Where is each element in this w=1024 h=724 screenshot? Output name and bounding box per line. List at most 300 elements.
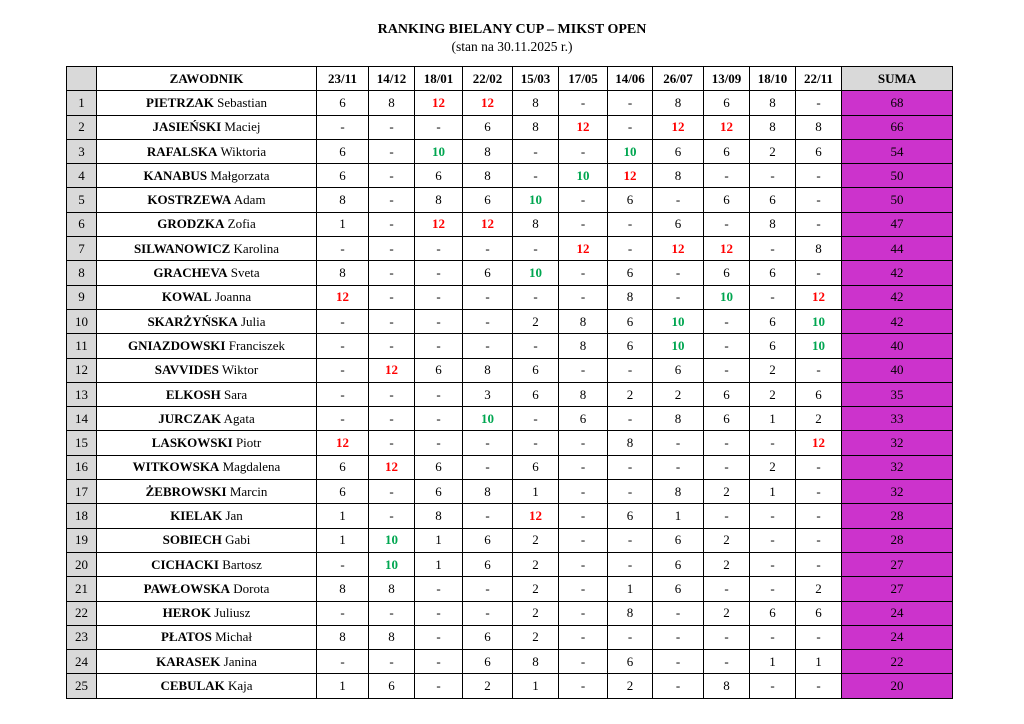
score-cell: - — [704, 650, 750, 674]
player-surname: PŁATOS — [161, 629, 212, 645]
sum-cell: 42 — [842, 261, 953, 285]
player-surname: SKARŻYŃSKA — [147, 313, 238, 329]
score-cell: 6 — [608, 650, 653, 674]
rank-number: 21 — [67, 577, 97, 601]
sum-cell: 27 — [842, 577, 953, 601]
player-name — [97, 528, 317, 552]
score-cell: - — [559, 188, 608, 212]
score-cell: 8 — [463, 139, 513, 163]
score-cell: - — [463, 431, 513, 455]
score-cell: 8 — [317, 261, 369, 285]
score-cell: - — [513, 237, 559, 261]
score-cell: - — [796, 455, 842, 479]
score-cell: 2 — [608, 674, 653, 698]
score-cell: - — [653, 285, 704, 309]
score-cell: 6 — [559, 407, 608, 431]
score-cell: 6 — [750, 188, 796, 212]
rank-number: 15 — [67, 431, 97, 455]
score-cell: - — [704, 212, 750, 236]
player-name — [97, 115, 317, 139]
player-first-name: Adam — [233, 192, 266, 208]
header-date: 14/12 — [369, 67, 415, 91]
score-cell: 6 — [463, 650, 513, 674]
sum-cell: 42 — [842, 285, 953, 309]
player-name — [97, 480, 317, 504]
score-cell: - — [608, 455, 653, 479]
rank-number: 17 — [67, 480, 97, 504]
score-cell: 12 — [653, 237, 704, 261]
header-sum: SUMA — [842, 67, 953, 91]
score-cell: - — [559, 577, 608, 601]
score-cell: - — [559, 431, 608, 455]
score-cell: 1 — [317, 528, 369, 552]
score-cell: - — [653, 625, 704, 649]
player-name — [97, 334, 317, 358]
score-cell: 10 — [796, 334, 842, 358]
score-cell: - — [463, 309, 513, 333]
score-cell: - — [415, 285, 463, 309]
score-cell: - — [750, 237, 796, 261]
score-cell: - — [796, 504, 842, 528]
score-cell: 12 — [608, 164, 653, 188]
sum-cell: 27 — [842, 552, 953, 576]
score-cell: 2 — [750, 382, 796, 406]
score-cell: 1 — [415, 552, 463, 576]
rank-number: 8 — [67, 261, 97, 285]
score-cell: - — [369, 650, 415, 674]
player-first-name: Marcin — [229, 483, 268, 499]
score-cell: - — [369, 382, 415, 406]
score-cell: 10 — [559, 164, 608, 188]
sum-cell: 50 — [842, 164, 953, 188]
score-cell: - — [559, 480, 608, 504]
header-date: 13/09 — [704, 67, 750, 91]
score-cell: 8 — [608, 285, 653, 309]
score-cell: 2 — [653, 382, 704, 406]
score-cell: 6 — [463, 188, 513, 212]
score-cell: - — [463, 285, 513, 309]
score-cell: - — [796, 674, 842, 698]
score-cell: 6 — [704, 91, 750, 115]
rank-number: 1 — [67, 91, 97, 115]
score-cell: - — [559, 650, 608, 674]
table-row — [67, 188, 953, 212]
table-row — [67, 577, 953, 601]
score-cell: 2 — [513, 552, 559, 576]
score-cell: 12 — [513, 504, 559, 528]
player-name — [97, 261, 317, 285]
score-cell: 2 — [750, 139, 796, 163]
table-row — [67, 407, 953, 431]
score-cell: - — [704, 164, 750, 188]
score-cell: - — [415, 115, 463, 139]
score-cell: 8 — [463, 480, 513, 504]
ranking-table — [66, 66, 953, 699]
page-title: RANKING BIELANY CUP – MIKST OPEN — [377, 22, 647, 37]
score-cell: 10 — [463, 407, 513, 431]
table-row — [67, 480, 953, 504]
rank-number: 14 — [67, 407, 97, 431]
score-cell: - — [513, 285, 559, 309]
score-cell: 6 — [653, 528, 704, 552]
rank-number: 7 — [67, 237, 97, 261]
score-cell: - — [317, 552, 369, 576]
score-cell: 2 — [750, 455, 796, 479]
score-cell: 6 — [608, 261, 653, 285]
score-cell: 10 — [513, 188, 559, 212]
sum-cell: 24 — [842, 625, 953, 649]
score-cell: 10 — [796, 309, 842, 333]
table-row — [67, 309, 953, 333]
score-cell: - — [513, 334, 559, 358]
player-name — [97, 650, 317, 674]
table-row — [67, 91, 953, 115]
score-cell: 2 — [513, 309, 559, 333]
score-cell: - — [608, 91, 653, 115]
player-first-name: Małgorzata — [210, 167, 270, 183]
score-cell: - — [608, 552, 653, 576]
header-date: 26/07 — [653, 67, 704, 91]
score-cell: 8 — [415, 188, 463, 212]
table-row — [67, 650, 953, 674]
sum-cell: 32 — [842, 431, 953, 455]
score-cell: - — [369, 261, 415, 285]
player-surname: SILWANOWICZ — [133, 240, 231, 256]
score-cell: 8 — [559, 309, 608, 333]
rank-number: 10 — [67, 309, 97, 333]
score-cell: - — [415, 625, 463, 649]
score-cell: 6 — [415, 164, 463, 188]
player-surname: CEBULAK — [160, 678, 225, 694]
score-cell: 6 — [463, 625, 513, 649]
player-surname: JASIEŃSKI — [152, 119, 222, 135]
score-cell: - — [608, 407, 653, 431]
score-cell: 2 — [513, 528, 559, 552]
score-cell: - — [369, 285, 415, 309]
score-cell: - — [559, 358, 608, 382]
header-date: 18/01 — [415, 67, 463, 91]
score-cell: 6 — [415, 455, 463, 479]
score-cell: - — [608, 528, 653, 552]
score-cell: 1 — [513, 480, 559, 504]
score-cell: 8 — [750, 115, 796, 139]
score-cell: - — [415, 334, 463, 358]
sum-cell: 24 — [842, 601, 953, 625]
score-cell: - — [653, 601, 704, 625]
player-first-name: Wiktoria — [220, 143, 267, 159]
score-cell: 6 — [704, 382, 750, 406]
rank-number: 6 — [67, 212, 97, 236]
player-first-name: Piotr — [235, 435, 262, 451]
score-cell: - — [559, 528, 608, 552]
player-name — [97, 358, 317, 382]
score-cell: - — [369, 212, 415, 236]
player-first-name: Magdalena — [222, 459, 281, 475]
player-first-name: Agata — [223, 410, 255, 426]
score-cell: 6 — [653, 212, 704, 236]
score-cell: 12 — [704, 237, 750, 261]
score-cell: 1 — [317, 212, 369, 236]
score-cell: 2 — [608, 382, 653, 406]
header-row — [67, 67, 953, 91]
score-cell: 1 — [608, 577, 653, 601]
header-date: 14/06 — [608, 67, 653, 91]
score-cell: 12 — [415, 91, 463, 115]
sum-cell: 40 — [842, 334, 953, 358]
score-cell: - — [463, 577, 513, 601]
score-cell: 8 — [317, 188, 369, 212]
score-cell: 8 — [653, 91, 704, 115]
score-cell: - — [796, 528, 842, 552]
score-cell: 12 — [317, 285, 369, 309]
score-cell: 12 — [796, 285, 842, 309]
score-cell: 8 — [750, 212, 796, 236]
score-cell: - — [653, 188, 704, 212]
score-cell: 6 — [750, 601, 796, 625]
score-cell: - — [704, 625, 750, 649]
player-surname: KOSTRZEWA — [147, 192, 232, 208]
sum-cell: 54 — [842, 139, 953, 163]
player-surname: RAFALSKA — [146, 143, 218, 159]
score-cell: - — [653, 650, 704, 674]
player-first-name: Zofia — [227, 216, 256, 232]
table-row — [67, 528, 953, 552]
player-first-name: Janina — [223, 653, 257, 669]
score-cell: - — [608, 237, 653, 261]
rank-number: 23 — [67, 625, 97, 649]
player-name — [97, 625, 317, 649]
score-cell: 10 — [653, 334, 704, 358]
player-first-name: Jan — [225, 507, 243, 523]
sum-cell: 66 — [842, 115, 953, 139]
player-first-name: Gabi — [225, 532, 251, 548]
player-surname: ELKOSH — [165, 386, 221, 402]
score-cell: - — [796, 212, 842, 236]
score-cell: - — [750, 285, 796, 309]
score-cell: 12 — [463, 212, 513, 236]
score-cell: - — [463, 237, 513, 261]
score-cell: 12 — [653, 115, 704, 139]
score-cell: 6 — [653, 577, 704, 601]
player-surname: KANABUS — [143, 167, 208, 183]
score-cell: - — [559, 455, 608, 479]
player-name — [97, 504, 317, 528]
player-first-name: Sara — [224, 386, 248, 402]
score-cell: - — [369, 480, 415, 504]
score-cell: 8 — [369, 91, 415, 115]
score-cell: 6 — [608, 309, 653, 333]
player-name — [97, 164, 317, 188]
table-row — [67, 455, 953, 479]
player-first-name: Wiktor — [221, 362, 259, 378]
score-cell: 8 — [750, 91, 796, 115]
rank-number: 19 — [67, 528, 97, 552]
score-cell: 2 — [513, 577, 559, 601]
score-cell: 10 — [608, 139, 653, 163]
score-cell: 1 — [796, 650, 842, 674]
player-name — [97, 285, 317, 309]
table-row — [67, 601, 953, 625]
score-cell: - — [559, 285, 608, 309]
score-cell: 2 — [796, 407, 842, 431]
score-cell: - — [369, 115, 415, 139]
score-cell: 8 — [369, 577, 415, 601]
player-surname: KIELAK — [170, 507, 223, 523]
score-cell: 6 — [513, 455, 559, 479]
rank-number: 4 — [67, 164, 97, 188]
score-cell: - — [559, 504, 608, 528]
score-cell: 6 — [750, 309, 796, 333]
score-cell: 1 — [750, 407, 796, 431]
rank-number: 16 — [67, 455, 97, 479]
table-body — [67, 91, 953, 698]
table-row — [67, 625, 953, 649]
player-surname: GRODZKA — [157, 216, 225, 232]
score-cell: 2 — [513, 601, 559, 625]
score-cell: 6 — [653, 552, 704, 576]
score-cell: - — [559, 91, 608, 115]
score-cell: - — [559, 674, 608, 698]
sum-cell: 68 — [842, 91, 953, 115]
score-cell: - — [415, 261, 463, 285]
player-name — [97, 601, 317, 625]
score-cell: 12 — [369, 455, 415, 479]
score-cell: 8 — [704, 674, 750, 698]
score-cell: - — [513, 164, 559, 188]
player-name — [97, 309, 317, 333]
rank-number: 20 — [67, 552, 97, 576]
player-first-name: Sebastian — [217, 94, 267, 110]
score-cell: - — [463, 504, 513, 528]
score-cell: - — [317, 309, 369, 333]
score-cell: 6 — [415, 358, 463, 382]
score-cell: 6 — [704, 407, 750, 431]
score-cell: 6 — [317, 455, 369, 479]
score-cell: 6 — [513, 382, 559, 406]
score-cell: - — [750, 625, 796, 649]
score-cell: 12 — [559, 115, 608, 139]
score-cell: - — [369, 334, 415, 358]
score-cell: - — [750, 577, 796, 601]
player-name — [97, 407, 317, 431]
score-cell: 6 — [317, 164, 369, 188]
score-cell: - — [317, 650, 369, 674]
player-surname: PIETRZAK — [146, 94, 214, 110]
score-cell: 12 — [415, 212, 463, 236]
score-cell: - — [704, 334, 750, 358]
sum-cell: 40 — [842, 358, 953, 382]
score-cell: - — [704, 455, 750, 479]
score-cell: - — [317, 358, 369, 382]
score-cell: - — [415, 601, 463, 625]
score-cell: - — [796, 91, 842, 115]
player-surname: HEROK — [162, 605, 212, 621]
player-surname: SAVVIDES — [154, 362, 219, 378]
player-first-name: Juliusz — [214, 605, 251, 621]
score-cell: 6 — [463, 528, 513, 552]
sum-cell: 32 — [842, 480, 953, 504]
score-cell: 6 — [513, 358, 559, 382]
score-cell: 2 — [704, 552, 750, 576]
score-cell: 6 — [317, 91, 369, 115]
sum-cell: 50 — [842, 188, 953, 212]
score-cell: 12 — [369, 358, 415, 382]
table-row — [67, 431, 953, 455]
score-cell: 8 — [513, 91, 559, 115]
sum-cell: 47 — [842, 212, 953, 236]
score-cell: - — [415, 650, 463, 674]
player-first-name: Maciej — [224, 119, 261, 135]
score-cell: - — [317, 407, 369, 431]
player-surname: PAWŁOWSKA — [143, 580, 231, 596]
score-cell: 12 — [463, 91, 513, 115]
score-cell: 1 — [317, 504, 369, 528]
score-cell: 2 — [463, 674, 513, 698]
score-cell: 6 — [463, 261, 513, 285]
score-cell: 10 — [415, 139, 463, 163]
score-cell: - — [750, 674, 796, 698]
player-surname: GNIAZDOWSKI — [127, 337, 226, 353]
score-cell: 2 — [750, 358, 796, 382]
score-cell: 10 — [513, 261, 559, 285]
score-cell: 1 — [415, 528, 463, 552]
player-surname: JURCZAK — [158, 410, 222, 426]
score-cell: 10 — [369, 528, 415, 552]
player-name — [97, 91, 317, 115]
score-cell: - — [653, 674, 704, 698]
score-cell: - — [608, 115, 653, 139]
score-cell: 8 — [317, 625, 369, 649]
sum-cell: 42 — [842, 309, 953, 333]
score-cell: - — [369, 164, 415, 188]
table-row — [67, 237, 953, 261]
score-cell: - — [415, 237, 463, 261]
score-cell: - — [513, 139, 559, 163]
score-cell: 6 — [608, 334, 653, 358]
sum-cell: 32 — [842, 455, 953, 479]
player-first-name: Joanna — [214, 289, 252, 305]
score-cell: - — [608, 358, 653, 382]
rank-number: 9 — [67, 285, 97, 309]
score-cell: 1 — [750, 480, 796, 504]
player-surname: KOWAL — [161, 289, 212, 305]
score-cell: 1 — [750, 650, 796, 674]
score-cell: - — [653, 455, 704, 479]
score-cell: - — [415, 309, 463, 333]
score-cell: - — [796, 188, 842, 212]
score-cell: - — [415, 382, 463, 406]
score-cell: 6 — [415, 480, 463, 504]
score-cell: - — [317, 601, 369, 625]
player-surname: KARASEK — [156, 653, 221, 669]
player-first-name: Kaja — [228, 678, 253, 694]
score-cell: 6 — [750, 261, 796, 285]
score-cell: - — [796, 261, 842, 285]
score-cell: 8 — [513, 115, 559, 139]
score-cell: 6 — [317, 480, 369, 504]
score-cell: - — [796, 625, 842, 649]
score-cell: - — [513, 407, 559, 431]
score-cell: - — [750, 528, 796, 552]
rank-number: 3 — [67, 139, 97, 163]
score-cell: - — [559, 212, 608, 236]
player-name — [97, 212, 317, 236]
player-name — [97, 577, 317, 601]
score-cell: 8 — [653, 480, 704, 504]
header-date: 22/02 — [463, 67, 513, 91]
rank-number: 12 — [67, 358, 97, 382]
score-cell: 8 — [796, 237, 842, 261]
